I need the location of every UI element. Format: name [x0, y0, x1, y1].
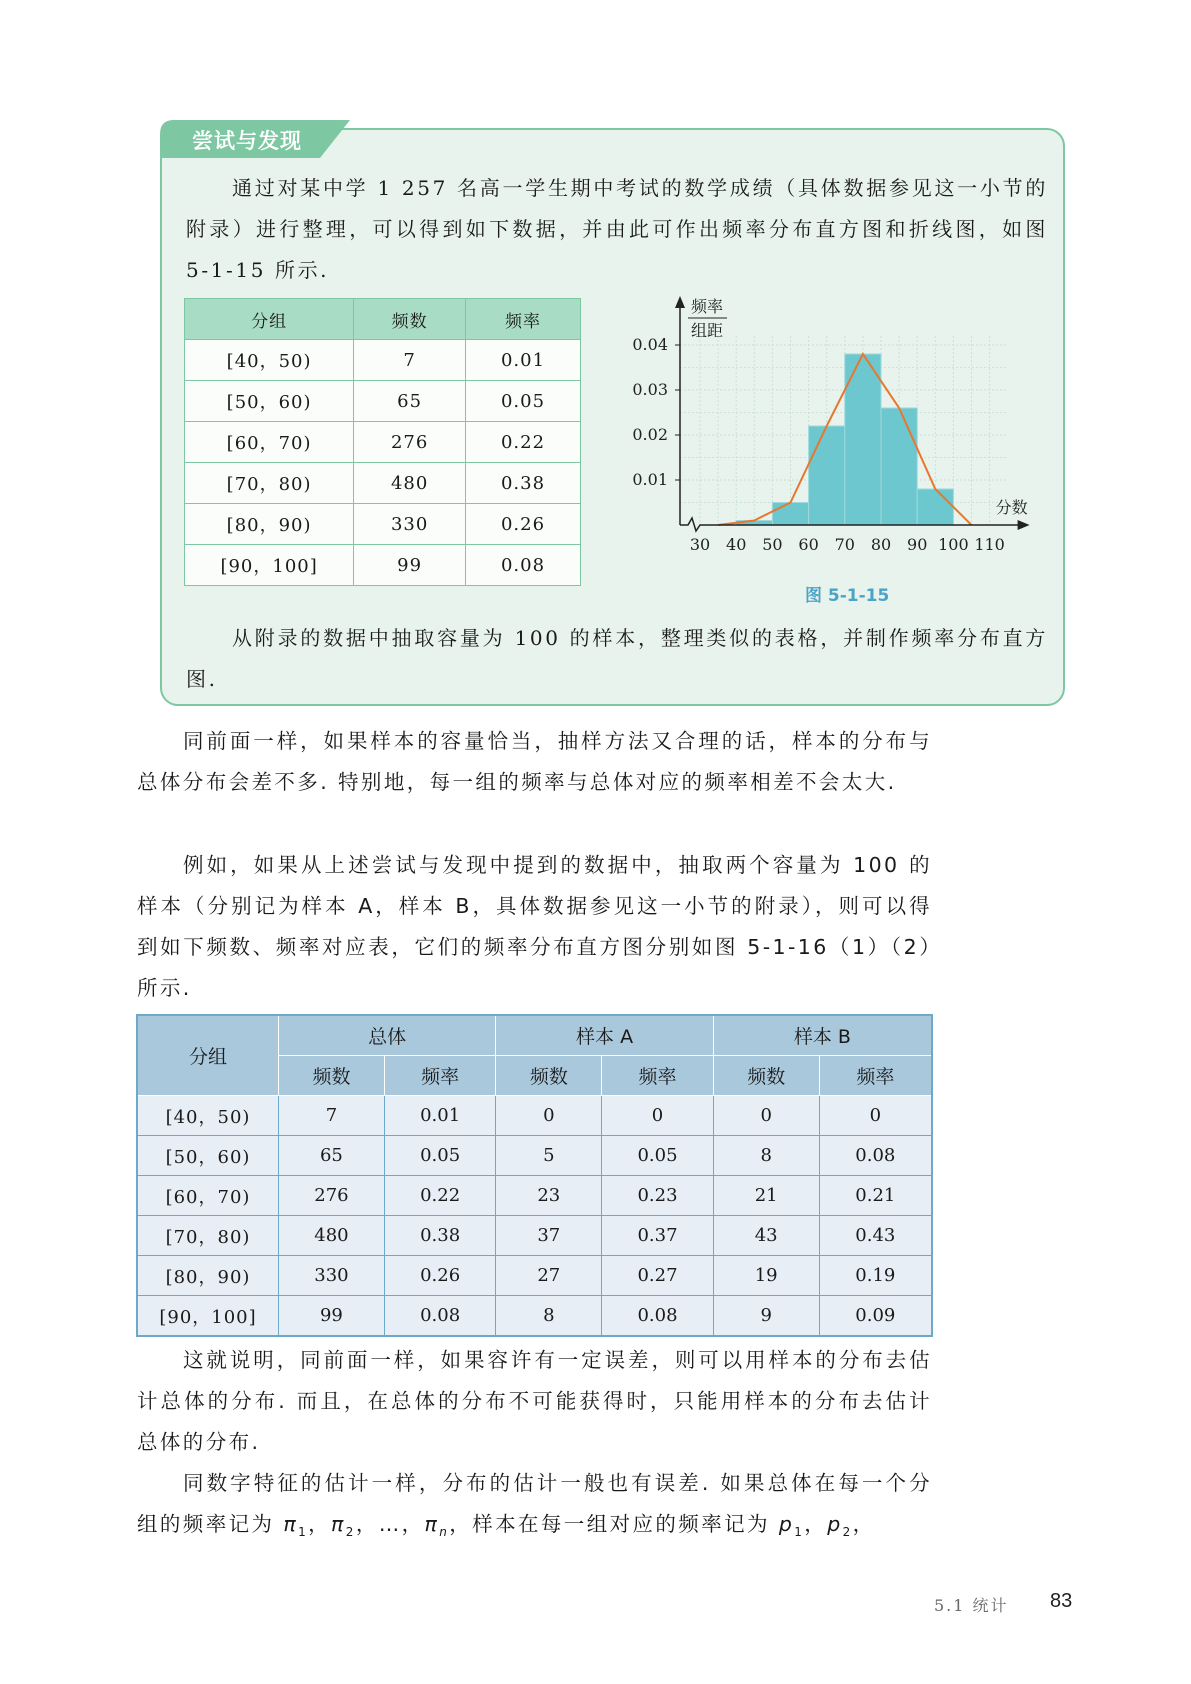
- tab-label: 尝试与发现: [192, 129, 302, 153]
- cell-value: 0.38: [384, 1216, 495, 1256]
- box-intro: 通过对某中学 1 257 名高一学生期中考试的数学成绩（具体数据参见这一小节的附录）进行整理，可以得到如下数据，并由此可作出频率分布直方图和折线图，如图 5-1-15 所示.: [186, 176, 1048, 282]
- cell-frequency: 0.22: [466, 422, 581, 463]
- cell-value: 0.23: [602, 1176, 713, 1216]
- header-group: 分组: [137, 1015, 279, 1096]
- subheader: 频数: [713, 1056, 819, 1096]
- cell-value: 19: [713, 1256, 819, 1296]
- cell-value: 0.19: [819, 1256, 932, 1296]
- subheader: 频数: [496, 1056, 602, 1096]
- cell-group: [50，60): [185, 381, 354, 422]
- header-count: 频数: [354, 299, 466, 340]
- table-row: [137, 1176, 932, 1216]
- subheader: 频率: [384, 1056, 495, 1096]
- cell-group: [60，70): [137, 1176, 279, 1216]
- subheader: 频数: [279, 1056, 385, 1096]
- header-group: 分组: [185, 299, 354, 340]
- paragraph-4-text-a: 同数字特征的估计一样，分布的估计一般也有误差. 如果总体在每一个分组的频率记为: [137, 1471, 932, 1536]
- table-row: [185, 422, 581, 463]
- cell-group: [70，80): [185, 463, 354, 504]
- box-instruction: 从附录的数据中抽取容量为 100 的样本，整理类似的表格，并制作频率分布直方图.: [186, 626, 1048, 691]
- cell-group: [40，50): [137, 1096, 279, 1136]
- paragraph-4: 同数字特征的估计一样，分布的估计一般也有误差. 如果总体在每一个分组的频率记为 $\pi_1$，$\pi_2$，…，$\pi_n$，样本在每一组对应的频率记为 $p_1$，$p_2$，: [137, 1471, 932, 1540]
- cell-group: [90，100]: [137, 1296, 279, 1337]
- y-axis-label-top: 频率: [690, 297, 724, 316]
- page-number: 83: [1050, 1590, 1073, 1612]
- figure-caption: 图 5-1-15: [805, 586, 890, 606]
- paragraph-1: 同前面一样，如果样本的容量恰当，抽样方法又合理的话，样本的分布与总体分布会差不多. 特别地，每一组的频率与总体对应的频率相差不会太大.: [137, 729, 932, 794]
- frequency-table-header: [185, 299, 581, 340]
- cell-count: 65: [354, 381, 466, 422]
- table-row: [185, 381, 581, 422]
- cell-group: [80，90): [137, 1256, 279, 1296]
- y-tick-label: 0.03: [632, 380, 668, 399]
- x-tick-label: 110: [974, 535, 1005, 554]
- paragraph-2: 例如，如果从上述尝试与发现中提到的数据中，抽取两个容量为 100 的样本（分别记为样本 A，样本 B，具体数据参见这一小节的附录），则可以得到如下频数、频率对应表，它们的频率分布直方图分别如图 5-1-16（1）（2）所示.: [137, 853, 932, 1000]
- cell-value: 21: [713, 1176, 819, 1216]
- cell-value: 0.27: [602, 1256, 713, 1296]
- x-tick-label: 100: [938, 535, 969, 554]
- p-symbol: p: [778, 1512, 795, 1536]
- cell-value: 0: [496, 1096, 602, 1136]
- cell-value: 5: [496, 1136, 602, 1176]
- cell-value: 480: [279, 1216, 385, 1256]
- cell-value: 0.09: [819, 1296, 932, 1337]
- x-tick-label: 40: [726, 535, 747, 554]
- y-axis-arrow: [675, 296, 685, 308]
- table-row: [137, 1296, 932, 1337]
- table-row: [137, 1136, 932, 1176]
- header-frequency: 频率: [466, 299, 581, 340]
- table-row: [137, 1256, 932, 1296]
- comparison-header-row: [137, 1015, 932, 1056]
- cell-group: [70，80): [137, 1216, 279, 1256]
- subheader: 频率: [602, 1056, 713, 1096]
- table-row: [185, 545, 581, 586]
- paragraph-4-text-b: ，样本在每一组对应的频率记为: [449, 1512, 779, 1536]
- cell-count: 7: [354, 340, 466, 381]
- pi-symbol: π: [283, 1512, 299, 1536]
- cell-count: 276: [354, 422, 466, 463]
- cell-value: 99: [279, 1296, 385, 1337]
- header-sample-b: 样本 B: [713, 1015, 932, 1056]
- y-axis-label-bottom: 组距: [690, 321, 724, 340]
- cell-value: 330: [279, 1256, 385, 1296]
- cell-value: 8: [713, 1136, 819, 1176]
- y-tick-label: 0.04: [632, 335, 668, 354]
- cell-group: [40，50): [185, 340, 354, 381]
- y-tick-label: 0.02: [632, 425, 668, 444]
- cell-value: 0: [819, 1096, 932, 1136]
- cell-frequency: 0.08: [466, 545, 581, 586]
- cell-value: 0.43: [819, 1216, 932, 1256]
- x-tick-label: 80: [870, 535, 892, 554]
- x-tick-label: 70: [834, 535, 855, 554]
- cell-value: 43: [713, 1216, 819, 1256]
- cell-value: 8: [496, 1296, 602, 1337]
- cell-group: [60，70): [185, 422, 354, 463]
- cell-value: 9: [713, 1296, 819, 1337]
- cell-frequency: 0.05: [466, 381, 581, 422]
- cell-value: 0.08: [602, 1296, 713, 1337]
- cell-frequency: 0.01: [466, 340, 581, 381]
- header-sample-a: 样本 A: [496, 1015, 713, 1056]
- x-axis-arrow: [1018, 520, 1030, 530]
- cell-count: 330: [354, 504, 466, 545]
- table-row: [185, 463, 581, 504]
- cell-value: 0.05: [384, 1136, 495, 1176]
- cell-group: [80，90): [185, 504, 354, 545]
- cell-value: 65: [279, 1136, 385, 1176]
- comparison-table: [136, 1014, 933, 1337]
- histogram-bar: [917, 489, 953, 525]
- cell-group: [90，100]: [185, 545, 354, 586]
- cell-value: 0.08: [819, 1136, 932, 1176]
- cell-frequency: 0.26: [466, 504, 581, 545]
- cell-value: 0.26: [384, 1256, 495, 1296]
- table-row: [185, 504, 581, 545]
- x-axis-label: 分数: [995, 498, 1028, 517]
- paragraph-3: 这就说明，同前面一样，如果容许有一定误差，则可以用样本的分布去估计总体的分布. 而且，在总体的分布不可能获得时，只能用样本的分布去估计总体的分布.: [137, 1348, 932, 1454]
- table-row: [137, 1096, 932, 1136]
- x-tick-label: 90: [907, 535, 928, 554]
- cell-value: 0.08: [384, 1296, 495, 1337]
- cell-value: 276: [279, 1176, 385, 1216]
- cell-count: 99: [354, 545, 466, 586]
- table-row: [185, 340, 581, 381]
- cell-value: 27: [496, 1256, 602, 1296]
- cell-value: 0.05: [602, 1136, 713, 1176]
- histogram-bar: [772, 503, 808, 526]
- cell-value: 23: [496, 1176, 602, 1216]
- frequency-table: [184, 298, 581, 586]
- histogram-bar: [881, 408, 917, 525]
- try-and-discover-tab: [160, 118, 340, 158]
- cell-group: [50，60): [137, 1136, 279, 1176]
- x-tick-label: 60: [798, 535, 819, 554]
- cell-value: 0: [602, 1096, 713, 1136]
- cell-value: 7: [279, 1096, 385, 1136]
- cell-value: 0: [713, 1096, 819, 1136]
- cell-value: 37: [496, 1216, 602, 1256]
- y-tick-label: 0.01: [632, 470, 668, 489]
- cell-count: 480: [354, 463, 466, 504]
- table-row: [137, 1216, 932, 1256]
- footer-section: 5.1 统计: [934, 1596, 1009, 1615]
- histogram-bar: [809, 426, 845, 525]
- header-population: 总体: [279, 1015, 496, 1056]
- cell-value: 0.22: [384, 1176, 495, 1216]
- cell-value: 0.37: [602, 1216, 713, 1256]
- x-tick-label: 30: [689, 535, 711, 554]
- cell-value: 0.01: [384, 1096, 495, 1136]
- cell-value: 0.21: [819, 1176, 932, 1216]
- x-tick-label: 50: [762, 535, 783, 554]
- subheader: 频率: [819, 1056, 932, 1096]
- frequency-histogram: [630, 290, 1050, 560]
- cell-frequency: 0.38: [466, 463, 581, 504]
